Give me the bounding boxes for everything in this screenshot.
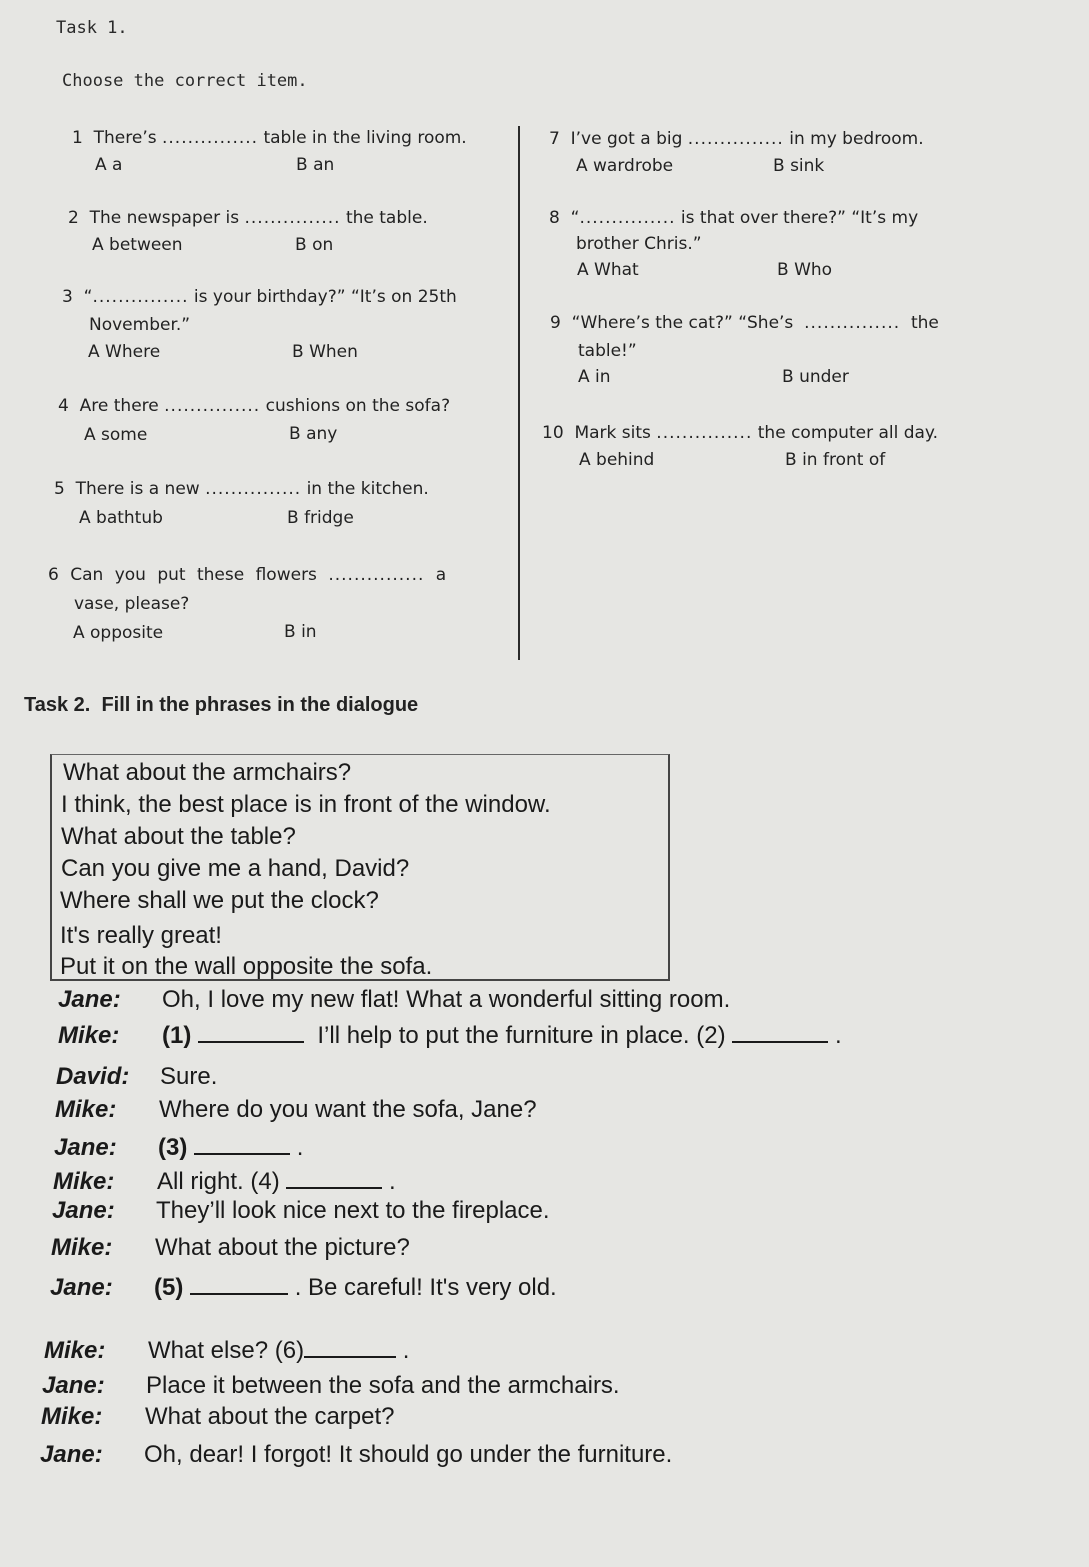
q8-line2: brother Chris.”	[576, 234, 702, 254]
q2-option-a[interactable]: A between	[92, 235, 183, 255]
blank-2[interactable]	[732, 1021, 828, 1043]
blank-6[interactable]	[304, 1336, 396, 1358]
question-9: 9 “Where’s the cat?” “She’s ............... the	[550, 313, 939, 333]
q6-option-b[interactable]: B in	[284, 622, 317, 642]
dialogue-line-5: Jane: (3) .	[54, 1134, 304, 1161]
q6-line2: vase, please?	[74, 594, 190, 614]
q10-option-a[interactable]: A behind	[579, 450, 655, 470]
dialogue-line-6: Mike: All right. (4) .	[53, 1168, 396, 1195]
dialogue-line-2: Mike: (1) I’ll help to put the furniture in place. (2) .	[58, 1022, 842, 1049]
dialogue-line-3: David: Sure.	[56, 1063, 218, 1090]
dialogue-line-7: Jane: They’ll look nice next to the fireplace.	[52, 1197, 550, 1224]
task2-title: Task 2. Fill in the phrases in the dialogue	[24, 694, 419, 716]
q9-option-b[interactable]: B under	[782, 367, 849, 387]
question-10: 10 Mark sits ............... the computer all day.	[542, 423, 938, 443]
q2-option-b[interactable]: B on	[295, 235, 334, 255]
dialogue-line-4: Mike: Where do you want the sofa, Jane?	[55, 1096, 537, 1123]
q7-option-a[interactable]: A wardrobe	[576, 156, 674, 176]
phrase-5: Where shall we put the clock?	[60, 887, 379, 914]
phrase-2: I think, the best place is in front of the window.	[61, 791, 551, 818]
dialogue-line-11: Jane: Place it between the sofa and the armchairs.	[42, 1372, 620, 1399]
q8-option-b[interactable]: B Who	[777, 260, 833, 280]
phrase-7: Put it on the wall opposite the sofa.	[60, 953, 433, 980]
q1-option-b[interactable]: B an	[296, 155, 335, 175]
dialogue-line-12: Mike: What about the carpet?	[41, 1403, 395, 1430]
q8-option-a[interactable]: A What	[577, 260, 639, 280]
q4-option-b[interactable]: B any	[289, 424, 338, 444]
dialogue-line-13: Jane: Oh, dear! I forgot! It should go under the furniture.	[40, 1441, 673, 1468]
phrase-6: It's really great!	[60, 922, 222, 949]
q3-option-a[interactable]: A Where	[88, 342, 161, 362]
dialogue-line-10: Mike: What else? (6) .	[44, 1337, 410, 1364]
q5-option-a[interactable]: A bathtub	[79, 508, 163, 528]
q4-option-a[interactable]: A some	[84, 425, 148, 445]
question-2: 2 The newspaper is ............... the table.	[68, 208, 428, 228]
blank-3[interactable]	[194, 1133, 290, 1155]
question-7: 7 I’ve got a big ............... in my bedroom.	[549, 129, 924, 149]
phrase-4: Can you give me a hand, David?	[61, 855, 410, 882]
q9-option-a[interactable]: A in	[578, 367, 611, 387]
q10-option-b[interactable]: B in front of	[785, 450, 886, 470]
q6-option-a[interactable]: A opposite	[73, 623, 164, 643]
dialogue-line-9: Jane: (5) . Be careful! It's very old.	[50, 1274, 557, 1301]
q9-line2: table!”	[578, 341, 637, 361]
question-1: 1 There’s ............... table in the living room.	[72, 128, 467, 148]
blank-4[interactable]	[286, 1167, 382, 1189]
task1-title: Task 1.	[56, 18, 128, 38]
dialogue-line-1: Jane: Oh, I love my new flat! What a wonderful sitting room.	[58, 986, 731, 1013]
blank-1[interactable]	[198, 1021, 304, 1043]
q3-option-b[interactable]: B When	[292, 342, 358, 362]
question-3: 3 “............... is your birthday?” “It’s on 25th	[62, 287, 457, 307]
dialogue-line-8: Mike: What about the picture?	[51, 1234, 410, 1261]
column-divider	[518, 126, 520, 660]
phrase-3: What about the table?	[61, 823, 296, 850]
question-8: 8 “............... is that over there?” “It’s my	[549, 208, 919, 228]
q5-option-b[interactable]: B fridge	[287, 508, 354, 528]
q1-option-a[interactable]: A a	[95, 155, 123, 175]
q3-line2: November.”	[89, 315, 191, 335]
question-6: 6 Can you put these flowers ............... a	[48, 565, 447, 585]
task1-instruction: Choose the correct item.	[62, 71, 308, 91]
question-5: 5 There is a new ............... in the kitchen.	[54, 479, 429, 499]
phrase-1: What about the armchairs?	[63, 759, 352, 786]
question-4: 4 Are there ............... cushions on the sofa?	[58, 396, 451, 416]
blank-5[interactable]	[190, 1273, 288, 1295]
q7-option-b[interactable]: B sink	[773, 156, 825, 176]
